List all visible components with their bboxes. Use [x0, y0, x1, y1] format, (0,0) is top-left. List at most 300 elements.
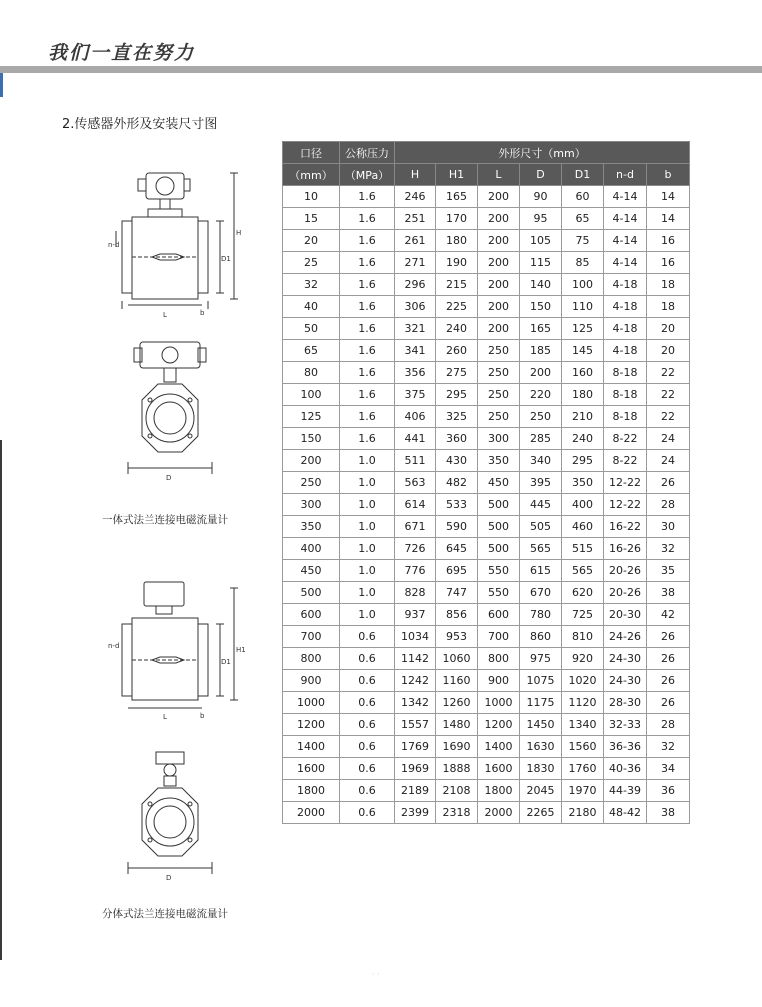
table-cell: 38 [647, 802, 690, 824]
table-cell: 15 [283, 208, 340, 230]
col-header: b [647, 164, 690, 186]
table-cell: 1400 [283, 736, 340, 758]
footer-mark: · · [372, 970, 380, 979]
table-cell: 65 [283, 340, 340, 362]
dimension-table [282, 141, 690, 824]
table-cell: 150 [283, 428, 340, 450]
table-cell: 1260 [436, 692, 478, 714]
table-row [283, 626, 690, 648]
table-cell: 20 [647, 340, 690, 362]
table-cell: 900 [478, 670, 520, 692]
table-cell: 375 [395, 384, 436, 406]
table-cell: 8-22 [604, 450, 647, 472]
col-header: （mm） [283, 164, 340, 186]
table-cell: 24 [647, 428, 690, 450]
table-cell: 24-26 [604, 626, 647, 648]
table-cell: 0.6 [340, 758, 395, 780]
table-row [283, 582, 690, 604]
table-row [283, 318, 690, 340]
table-cell: 1.6 [340, 252, 395, 274]
table-cell: 4-18 [604, 318, 647, 340]
table-cell: 4-14 [604, 208, 647, 230]
table-cell: 85 [562, 252, 604, 274]
table-row [283, 296, 690, 318]
table-cell: 1630 [520, 736, 562, 758]
table-cell: 16-26 [604, 538, 647, 560]
split-side-view [108, 578, 248, 723]
table-cell: 2000 [478, 802, 520, 824]
table-cell: 22 [647, 362, 690, 384]
table-cell: 240 [562, 428, 604, 450]
table-cell: 200 [478, 318, 520, 340]
table-cell: 590 [436, 516, 478, 538]
table-row [283, 186, 690, 208]
table-row [283, 274, 690, 296]
table-row [283, 538, 690, 560]
table-cell: 285 [520, 428, 562, 450]
table-cell: 856 [436, 604, 478, 626]
table-header-row-1 [283, 142, 690, 164]
table-cell: 953 [436, 626, 478, 648]
table-cell: 32 [647, 538, 690, 560]
table-cell: 321 [395, 318, 436, 340]
table-cell: 200 [478, 208, 520, 230]
table-row [283, 802, 690, 824]
table-cell: 1600 [478, 758, 520, 780]
split-front-view [120, 748, 220, 888]
table-cell: 500 [478, 538, 520, 560]
table-cell: 26 [647, 472, 690, 494]
table-cell: 356 [395, 362, 436, 384]
label-d-split: D [166, 874, 172, 882]
table-cell: 400 [562, 494, 604, 516]
table-cell: 20 [647, 318, 690, 340]
table-cell: 1.0 [340, 582, 395, 604]
table-cell: 600 [478, 604, 520, 626]
table-cell: 4-18 [604, 340, 647, 362]
table-cell: 36-36 [604, 736, 647, 758]
table-cell: 1120 [562, 692, 604, 714]
table-cell: 860 [520, 626, 562, 648]
table-cell: 670 [520, 582, 562, 604]
table-cell: 700 [478, 626, 520, 648]
label-d: D [166, 474, 172, 482]
table-cell: 90 [520, 186, 562, 208]
table-cell: 180 [562, 384, 604, 406]
table-cell: 1560 [562, 736, 604, 758]
table-cell: 4-14 [604, 230, 647, 252]
table-cell: 0.6 [340, 626, 395, 648]
table-cell: 125 [562, 318, 604, 340]
table-cell: 295 [436, 384, 478, 406]
table-cell: 1175 [520, 692, 562, 714]
table-cell: 16 [647, 252, 690, 274]
table-row [283, 670, 690, 692]
table-cell: 4-18 [604, 296, 647, 318]
table-cell: 0.6 [340, 692, 395, 714]
table-cell: 215 [436, 274, 478, 296]
table-cell: 180 [436, 230, 478, 252]
table-cell: 505 [520, 516, 562, 538]
table-cell: 105 [520, 230, 562, 252]
table-cell: 0.6 [340, 780, 395, 802]
table-cell: 2108 [436, 780, 478, 802]
table-cell: 1600 [283, 758, 340, 780]
table-cell: 36 [647, 780, 690, 802]
table-cell: 18 [647, 296, 690, 318]
table-cell: 220 [520, 384, 562, 406]
table-cell: 225 [436, 296, 478, 318]
table-cell: 1.6 [340, 406, 395, 428]
table-cell: 620 [562, 582, 604, 604]
table-cell: 12-22 [604, 494, 647, 516]
table-cell: 48-42 [604, 802, 647, 824]
table-cell: 1.0 [340, 450, 395, 472]
table-cell: 1800 [478, 780, 520, 802]
label-h: H [236, 229, 242, 237]
table-row [283, 604, 690, 626]
table-cell: 246 [395, 186, 436, 208]
label-h1: H1 [236, 646, 246, 654]
table-cell: 250 [520, 406, 562, 428]
col-bore-header: 口径 [283, 142, 340, 164]
table-cell: 200 [478, 252, 520, 274]
table-cell: 8-18 [604, 406, 647, 428]
integrated-front-view [120, 338, 220, 498]
table-cell: 1142 [395, 648, 436, 670]
table-cell: 24-30 [604, 670, 647, 692]
table-cell: 38 [647, 582, 690, 604]
table-cell: 2045 [520, 780, 562, 802]
table-cell: 50 [283, 318, 340, 340]
table-row [283, 384, 690, 406]
table-cell: 80 [283, 362, 340, 384]
table-cell: 0.6 [340, 736, 395, 758]
table-cell: 250 [478, 340, 520, 362]
table-cell: 4-18 [604, 274, 647, 296]
table-cell: 200 [520, 362, 562, 384]
table-cell: 900 [283, 670, 340, 692]
table-cell: 4-14 [604, 252, 647, 274]
table-cell: 1034 [395, 626, 436, 648]
table-cell: 500 [283, 582, 340, 604]
table-cell: 350 [283, 516, 340, 538]
table-cell: 0.6 [340, 802, 395, 824]
col-header: H [395, 164, 436, 186]
table-cell: 1.0 [340, 604, 395, 626]
table-cell: 190 [436, 252, 478, 274]
table-cell: 395 [520, 472, 562, 494]
table-cell: 1000 [478, 692, 520, 714]
table-row [283, 208, 690, 230]
table-row [283, 362, 690, 384]
table-row [283, 758, 690, 780]
table-cell: 125 [283, 406, 340, 428]
table-cell: 165 [520, 318, 562, 340]
header-bar [0, 66, 762, 73]
label-nd: n-d [108, 241, 120, 249]
table-cell: 32 [283, 274, 340, 296]
table-cell: 1970 [562, 780, 604, 802]
table-cell: 295 [562, 450, 604, 472]
table-row [283, 560, 690, 582]
table-cell: 1.0 [340, 516, 395, 538]
table-cell: 95 [520, 208, 562, 230]
table-cell: 1969 [395, 758, 436, 780]
table-cell: 4-14 [604, 186, 647, 208]
table-cell: 500 [478, 494, 520, 516]
table-cell: 563 [395, 472, 436, 494]
table-cell: 2000 [283, 802, 340, 824]
table-cell: 515 [562, 538, 604, 560]
table-cell: 1.0 [340, 494, 395, 516]
table-cell: 18 [647, 274, 690, 296]
table-cell: 160 [562, 362, 604, 384]
table-cell: 671 [395, 516, 436, 538]
header-slogan: 我们一直在努力 [48, 42, 196, 64]
table-cell: 725 [562, 604, 604, 626]
table-cell: 32 [647, 736, 690, 758]
table-cell: 1160 [436, 670, 478, 692]
table-cell: 450 [478, 472, 520, 494]
table-cell: 1.6 [340, 362, 395, 384]
table-cell: 1450 [520, 714, 562, 736]
table-cell: 350 [478, 450, 520, 472]
table-cell: 1.6 [340, 186, 395, 208]
table-cell: 975 [520, 648, 562, 670]
table-cell: 325 [436, 406, 478, 428]
table-cell: 828 [395, 582, 436, 604]
table-cell: 100 [283, 384, 340, 406]
table-cell: 340 [520, 450, 562, 472]
table-cell: 200 [478, 186, 520, 208]
table-cell: 110 [562, 296, 604, 318]
table-row [283, 428, 690, 450]
table-row [283, 230, 690, 252]
col-header: （MPa） [340, 164, 395, 186]
table-cell: 250 [478, 406, 520, 428]
table-cell: 1.0 [340, 560, 395, 582]
table-cell: 300 [478, 428, 520, 450]
table-cell: 0.6 [340, 648, 395, 670]
table-cell: 261 [395, 230, 436, 252]
table-cell: 20 [283, 230, 340, 252]
table-cell: 40 [283, 296, 340, 318]
caption-split: 分体式法兰连接电磁流量计 [102, 908, 228, 920]
table-row [283, 780, 690, 802]
table-cell: 271 [395, 252, 436, 274]
label-d1-split: D1 [221, 658, 231, 666]
table-cell: 1340 [562, 714, 604, 736]
table-cell: 800 [283, 648, 340, 670]
table-cell: 34 [647, 758, 690, 780]
table-cell: 14 [647, 208, 690, 230]
table-cell: 260 [436, 340, 478, 362]
table-cell: 240 [436, 318, 478, 340]
table-row [283, 494, 690, 516]
table-cell: 550 [478, 560, 520, 582]
table-cell: 1.6 [340, 384, 395, 406]
table-header-row-2 [283, 164, 690, 186]
table-cell: 1.6 [340, 428, 395, 450]
caption-integrated: 一体式法兰连接电磁流量计 [102, 514, 228, 526]
table-row [283, 648, 690, 670]
table-cell: 445 [520, 494, 562, 516]
table-cell: 695 [436, 560, 478, 582]
table-cell: 150 [520, 296, 562, 318]
table-cell: 60 [562, 186, 604, 208]
table-cell: 1200 [478, 714, 520, 736]
table-cell: 25 [283, 252, 340, 274]
section-title: 2.传感器外形及安装尺寸图 [62, 117, 218, 132]
table-cell: 533 [436, 494, 478, 516]
table-cell: 482 [436, 472, 478, 494]
table-cell: 65 [562, 208, 604, 230]
table-cell: 2180 [562, 802, 604, 824]
table-cell: 350 [562, 472, 604, 494]
col-pressure-header: 公称压力 [340, 142, 395, 164]
table-cell: 0.6 [340, 714, 395, 736]
table-cell: 615 [520, 560, 562, 582]
table-row [283, 450, 690, 472]
table-cell: 210 [562, 406, 604, 428]
table-cell: 747 [436, 582, 478, 604]
table-cell: 614 [395, 494, 436, 516]
table-cell: 140 [520, 274, 562, 296]
table-cell: 26 [647, 626, 690, 648]
table-cell: 44-39 [604, 780, 647, 802]
table-cell: 296 [395, 274, 436, 296]
table-cell: 1060 [436, 648, 478, 670]
label-d1: D1 [221, 255, 231, 263]
col-header: D [520, 164, 562, 186]
table-cell: 1242 [395, 670, 436, 692]
table-cell: 1.0 [340, 472, 395, 494]
table-cell: 360 [436, 428, 478, 450]
label-l: L [163, 311, 167, 319]
table-row [283, 516, 690, 538]
table-cell: 22 [647, 384, 690, 406]
table-cell: 22 [647, 406, 690, 428]
table-cell: 430 [436, 450, 478, 472]
table-cell: 511 [395, 450, 436, 472]
table-row [283, 714, 690, 736]
table-cell: 726 [395, 538, 436, 560]
table-cell: 250 [478, 384, 520, 406]
table-row [283, 692, 690, 714]
table-cell: 1200 [283, 714, 340, 736]
table-cell: 20-26 [604, 560, 647, 582]
table-cell: 400 [283, 538, 340, 560]
table-cell: 20-30 [604, 604, 647, 626]
table-cell: 185 [520, 340, 562, 362]
table-cell: 30 [647, 516, 690, 538]
table-cell: 200 [478, 274, 520, 296]
table-cell: 937 [395, 604, 436, 626]
integrated-side-view [108, 165, 248, 325]
table-cell: 24-30 [604, 648, 647, 670]
table-cell: 200 [478, 296, 520, 318]
col-header: L [478, 164, 520, 186]
table-cell: 2189 [395, 780, 436, 802]
table-cell: 776 [395, 560, 436, 582]
table-cell: 500 [478, 516, 520, 538]
table-cell: 1.6 [340, 274, 395, 296]
table-cell: 20-26 [604, 582, 647, 604]
table-cell: 251 [395, 208, 436, 230]
table-cell: 1557 [395, 714, 436, 736]
table-cell: 2265 [520, 802, 562, 824]
table-cell: 1690 [436, 736, 478, 758]
label-nd-split: n-d [108, 642, 120, 650]
table-cell: 810 [562, 626, 604, 648]
table-cell: 1830 [520, 758, 562, 780]
table-cell: 200 [283, 450, 340, 472]
table-cell: 920 [562, 648, 604, 670]
label-b: b [200, 309, 205, 317]
table-cell: 1480 [436, 714, 478, 736]
table-cell: 1.6 [340, 340, 395, 362]
table-cell: 250 [283, 472, 340, 494]
col-header: D1 [562, 164, 604, 186]
table-row [283, 472, 690, 494]
table-cell: 10 [283, 186, 340, 208]
table-cell: 600 [283, 604, 340, 626]
table-cell: 1400 [478, 736, 520, 758]
table-cell: 1.6 [340, 318, 395, 340]
table-cell: 14 [647, 186, 690, 208]
table-row [283, 736, 690, 758]
table-cell: 800 [478, 648, 520, 670]
table-row [283, 406, 690, 428]
table-cell: 16 [647, 230, 690, 252]
left-rule [0, 440, 2, 960]
table-cell: 42 [647, 604, 690, 626]
col-header: H1 [436, 164, 478, 186]
table-cell: 170 [436, 208, 478, 230]
table-cell: 1769 [395, 736, 436, 758]
table-cell: 200 [478, 230, 520, 252]
table-cell: 406 [395, 406, 436, 428]
table-cell: 115 [520, 252, 562, 274]
table-cell: 1.6 [340, 208, 395, 230]
table-cell: 645 [436, 538, 478, 560]
table-cell: 565 [562, 560, 604, 582]
table-cell: 145 [562, 340, 604, 362]
table-cell: 275 [436, 362, 478, 384]
table-cell: 306 [395, 296, 436, 318]
table-cell: 24 [647, 450, 690, 472]
table-cell: 250 [478, 362, 520, 384]
table-cell: 8-18 [604, 362, 647, 384]
col-dims-header: 外形尺寸（mm） [395, 142, 690, 164]
table-cell: 1.6 [340, 230, 395, 252]
table-cell: 1760 [562, 758, 604, 780]
table-cell: 28 [647, 494, 690, 516]
table-row [283, 340, 690, 362]
table-cell: 1.0 [340, 538, 395, 560]
table-cell: 2399 [395, 802, 436, 824]
table-cell: 441 [395, 428, 436, 450]
table-cell: 1020 [562, 670, 604, 692]
table-cell: 35 [647, 560, 690, 582]
table-cell: 1800 [283, 780, 340, 802]
table-cell: 550 [478, 582, 520, 604]
table-cell: 1.6 [340, 296, 395, 318]
table-cell: 28 [647, 714, 690, 736]
table-cell: 28-30 [604, 692, 647, 714]
table-cell: 8-22 [604, 428, 647, 450]
